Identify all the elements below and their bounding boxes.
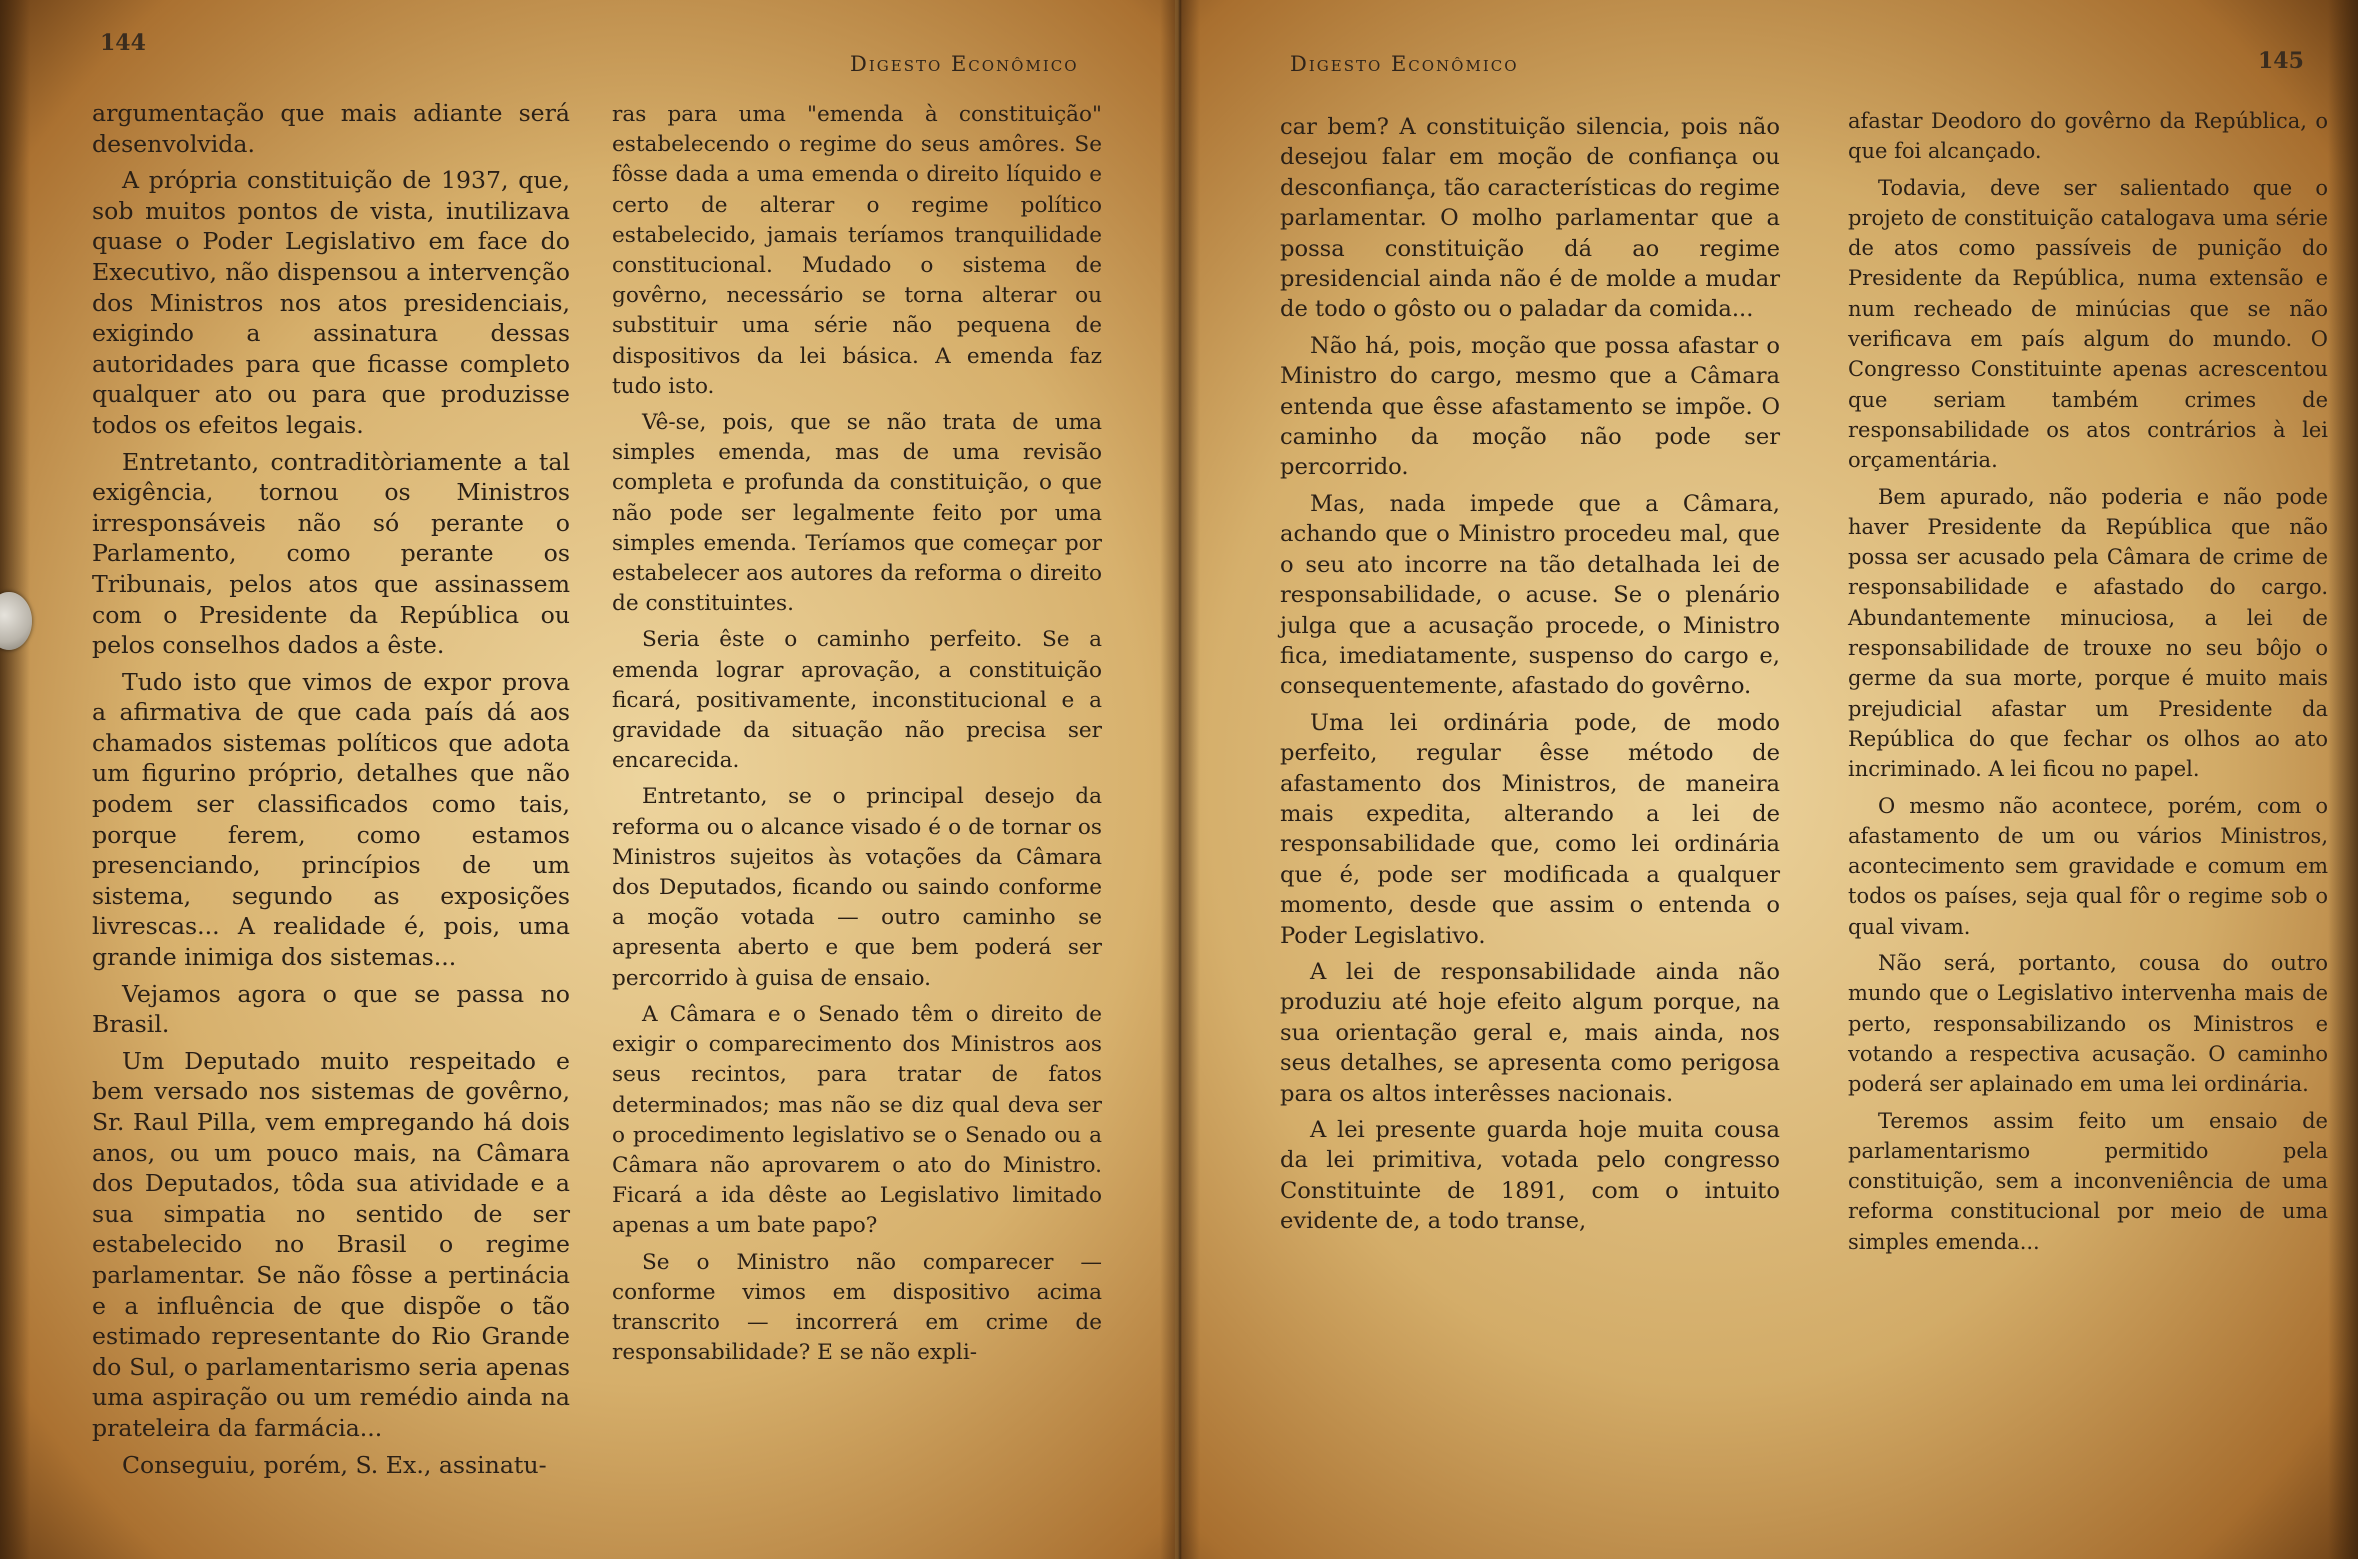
paragraph: Todavia, deve ser salientado que o projeto de constituição catalogava uma série de atos como passíveis de punição do Presidente da República, numa extensão e num recheado de minúcias que se não verificava em país algum do mundo. O Congresso Constituinte apenas acrescentou que seriam também crimes de responsabilidade os atos contrários à lei orçamentária. xyxy=(1848,175,2328,473)
page-number: 144 xyxy=(100,30,146,56)
right-page xyxy=(1180,0,2358,1559)
left-page-column-1 xyxy=(92,98,570,1480)
paragraph: Vê-se, pois, que se não trata de uma simples emenda, mas de uma revisão completa e profunda da constituição, o que não pode ser legalmente feito por uma simples emenda. Teríamos que começar por estabelecer aos autores da reforma o direito de constituintes. xyxy=(612,410,1102,617)
paragraph: ras para uma "emenda à constituição" estabelecendo o regime do seus amôres. Se fôsse dada a uma emenda o direito líquido e certo de alterar o regime político estabelecido, jamais teríamos tranquilidade constitucional. Mudado o sistema de govêrno, necessário se torna alterar ou substituir uma série não pequena de dispositivos da lei básica. A emenda faz tudo isto. xyxy=(612,102,1102,399)
left-page-column-2 xyxy=(612,100,1102,1368)
paragraph: Teremos assim feito um ensaio de parlamentarismo permitido pela constituição, sem a inconveniência de uma reforma constitucional por meio de uma simples emenda... xyxy=(1848,1108,2328,1254)
paragraph: afastar Deodoro do govêrno da República, o que foi alcançado. xyxy=(1848,109,2328,164)
paragraph: Não há, pois, moção que possa afastar o Ministro do cargo, mesmo que a Câmara entenda que êsse afastamento se impõe. O caminho da moção não pode ser percorrido. xyxy=(1280,332,1780,481)
paragraph: car bem? A constituição silencia, pois não desejou falar em moção de confiança ou desconfiança, tão características do regime parlamentar. O molho parlamentar que a possa constituição dá ao regime presidencial ainda não é de molde a mudar de todo o gôsto ou o paladar da comida... xyxy=(1280,114,1780,323)
paragraph: Mas, nada impede que a Câmara, achando que o Ministro procedeu mal, que o seu ato incorre na tão detalhada lei de responsabilidade, o acuse. Se o plenário julga que a acusação procede, o Ministro fica, imediatamente, suspenso do cargo e, consequentemente, afastado do govêrno. xyxy=(1280,490,1780,700)
paragraph: argumentação que mais adiante será desenvolvida. xyxy=(92,99,570,158)
paragraph: Tudo isto que vimos de expor prova a afirmativa de que cada país dá aos chamados sistemas políticos que adota um figurino próprio, detalhes que não podem ser classificados como tais, porque ferem, como estamos presenciando, princípios de um sistema, segundo as exposições livrescas... A realidade é, pois, uma grande inimiga dos sistemas... xyxy=(92,667,570,972)
paragraph: Se o Ministro não comparecer — conforme vimos em dispositivo acima transcrito — incorrerá em crime de responsabilidade? E se não expli- xyxy=(612,1249,1102,1366)
paragraph: O mesmo não acontece, porém, com o afastamento de um ou vários Ministros, acontecimento sem gravidade e comum em todos os países, seja qual fôr o regime sob o qual vivam. xyxy=(1848,793,2328,939)
paragraph: Vejamos agora o que se passa no Brasil. xyxy=(92,979,570,1039)
paragraph: Não será, portanto, cousa do outro mundo que o Legislativo intervenha mais de perto, responsabilizando os Ministros e votando a respectiva acusação. O caminho poderá ser aplainado em uma lei ordinária. xyxy=(1848,951,2328,1097)
left-page xyxy=(0,0,1175,1559)
paragraph: Entretanto, contraditòriamente a tal exigência, tornou os Ministros irresponsáveis não só perante o Parlamento, como perante os Tribunais, pelos atos que assinassem com o Presidente da República ou pelos conselhos dados a êste. xyxy=(92,447,570,660)
book-gutter xyxy=(1160,0,1200,1559)
paragraph: A lei de responsabilidade ainda não produziu até hoje efeito algum porque, na sua orientação geral e, mais ainda, nos seus detalhes, se apresenta como perigosa para os altos interêsses nacionais. xyxy=(1280,958,1780,1107)
running-head: Digesto Econômico xyxy=(850,52,1079,76)
paragraph: Bem apurado, não poderia e não pode haver Presidente da República que não possa ser acusado pela Câmara de crime de responsabilidade e afastado do cargo. Abundantemente minuciosa, a lei de responsabilidade de trouxe no seu bôjo o germe da sua morte, porque é muito mais prejudicial afastar um Presidente da República do que fechar os olhos ao ato incriminado. A lei ficou no papel. xyxy=(1848,484,2328,782)
paragraph: Seria êste o caminho perfeito. Se a emenda lograr aprovação, a constituição ficará, positivamente, inconstitucional e a gravidade da situação não precisa ser encarecida. xyxy=(612,627,1102,774)
right-page-column-2 xyxy=(1848,106,2328,1257)
paragraph: A Câmara e o Senado têm o direito de exigir o comparecimento dos Ministros aos seus recintos, para tratar de fatos determinados; mas não se diz qual deva ser o procedimento legislativo se o Senado ou a Câmara não aprovarem o ato do Ministro. Ficará a ida dêste ao Legislativo limitado apenas a um bate papo? xyxy=(612,1001,1102,1239)
paragraph: Conseguiu, porém, S. Ex., assinatu- xyxy=(122,1450,547,1479)
paragraph: A própria constituição de 1937, que, sob muitos pontos de vista, inutilizava quase o Poder Legislativo em face do Executivo, não dispensou a intervenção dos Ministros nos atos presidenciais, exigindo a assinatura dessas autoridades para que ficasse completo qualquer ato ou para que produzisse todos os efeitos legais. xyxy=(92,166,570,439)
paragraph: Entretanto, se o principal desejo da reforma ou o alcance visado é o de tornar os Ministros sujeitos às votações da Câmara dos Deputados, ficando ou saindo conforme a moção votada — outro caminho se apresenta aberto e que bem poderá ser percorrido à guisa de ensaio. xyxy=(612,784,1102,991)
page-edge-shadow xyxy=(0,0,30,1559)
right-page-column-1 xyxy=(1280,112,1780,1237)
running-head: Digesto Econômico xyxy=(1290,52,1519,76)
paragraph: Um Deputado muito respeitado e bem versado nos sistemas de govêrno, Sr. Raul Pilla, vem empregando há dois anos, ou um pouco mais, na Câmara dos Deputados, tôda sua atividade e a sua simpatia no sentido de ser estabelecido no Brasil o regime parlamentar. Se não fôsse a pertinácia e a influência de que dispõe o tão estimado representante do Rio Grande do Sul, o parlamentarismo seria apenas uma aspiração ou um remédio ainda na prateleira da farmácia... xyxy=(92,1046,570,1442)
paragraph: A lei presente guarda hoje muita cousa da lei primitiva, votada pelo congresso Constituinte de 1891, com o intuito evidente de, a todo transe, xyxy=(1280,1117,1780,1235)
page-number: 145 xyxy=(2258,48,2304,74)
paragraph: Uma lei ordinária pode, de modo perfeito, regular êsse método de afastamento dos Ministros, de maneira mais expedita, alterando a lei de responsabilidade que, como lei ordinária que é, pode ser modificada a qualquer momento, desde que assim o entenda o Poder Legislativo. xyxy=(1280,709,1780,949)
page-edge-shadow xyxy=(2328,0,2358,1559)
